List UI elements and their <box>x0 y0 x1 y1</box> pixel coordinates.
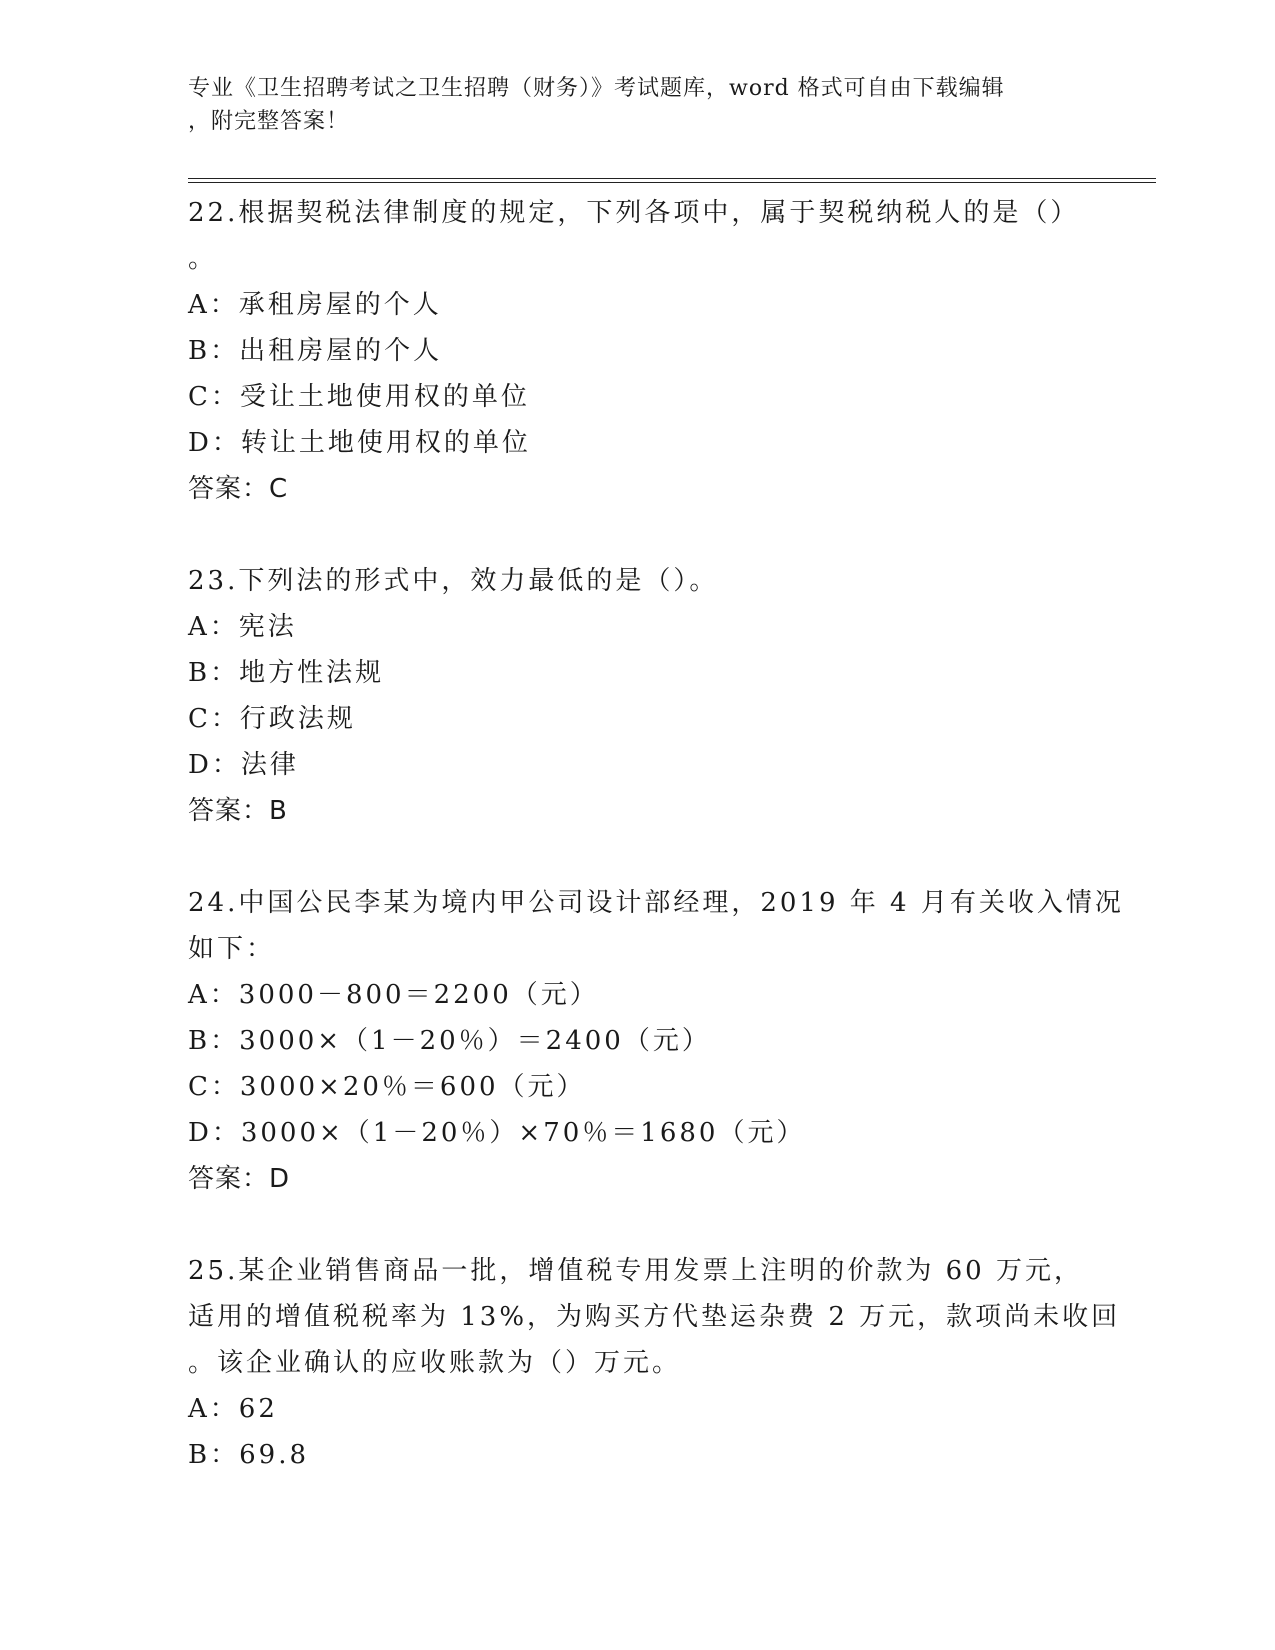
question-stem-line: 25.某企业销售商品一批，增值税专用发票上注明的价款为 60 万元， <box>188 1256 1083 1286</box>
option-a: A：62 <box>188 1394 278 1424</box>
option-c: C：行政法规 <box>188 704 356 734</box>
option-d: D：转让土地使用权的单位 <box>188 428 531 458</box>
header-divider <box>188 178 1156 183</box>
option-a: A：承租房屋的个人 <box>188 290 442 320</box>
answer: 答案：C <box>188 474 289 504</box>
option-b: B：出租房屋的个人 <box>188 336 443 366</box>
option-b: B：地方性法规 <box>188 658 385 688</box>
question-stem-line: 。该企业确认的应收账款为（）万元。 <box>188 1348 682 1378</box>
option-a: A：3000－800＝2200（元） <box>188 980 599 1010</box>
question-stem-line: 如下： <box>188 934 276 964</box>
option-d: D：法律 <box>188 750 299 780</box>
option-a: A：宪法 <box>188 612 297 642</box>
question-25 <box>188 1248 1121 1478</box>
question-stem-line: 23.下列法的形式中，效力最低的是（）。 <box>188 566 719 596</box>
option-b: B：3000×（1－20％）＝2400（元） <box>188 1026 711 1056</box>
answer: 答案：D <box>188 1164 291 1194</box>
question-stem-line: 。 <box>188 244 218 274</box>
header-line-1: 专业《卫生招聘考试之卫生招聘（财务）》考试题库，word 格式可自由下载编辑 <box>188 76 1005 101</box>
option-c: C：3000×20％＝600（元） <box>188 1072 586 1102</box>
question-list <box>188 190 1124 1524</box>
question-stem-line: 24.中国公民李某为境内甲公司设计部经理，2019 年 4 月有关收入情况 <box>188 888 1124 918</box>
answer: 答案：B <box>188 796 288 826</box>
question-22 <box>188 190 1088 512</box>
option-b: B：69.8 <box>188 1440 309 1470</box>
document-header <box>188 72 1088 138</box>
option-d: D：3000×（1－20％）×70％＝1680（元） <box>188 1118 806 1148</box>
option-c: C：受让土地使用权的单位 <box>188 382 530 412</box>
question-stem-line: 适用的增值税税率为 13%，为购买方代垫运杂费 2 万元，款项尚未收回 <box>188 1302 1121 1332</box>
question-24 <box>188 880 1124 1202</box>
question-23 <box>188 558 1088 834</box>
question-stem-line: 22.根据契税法律制度的规定，下列各项中，属于契税纳税人的是（） <box>188 198 1080 228</box>
header-line-2: ，附完整答案！ <box>188 109 350 134</box>
